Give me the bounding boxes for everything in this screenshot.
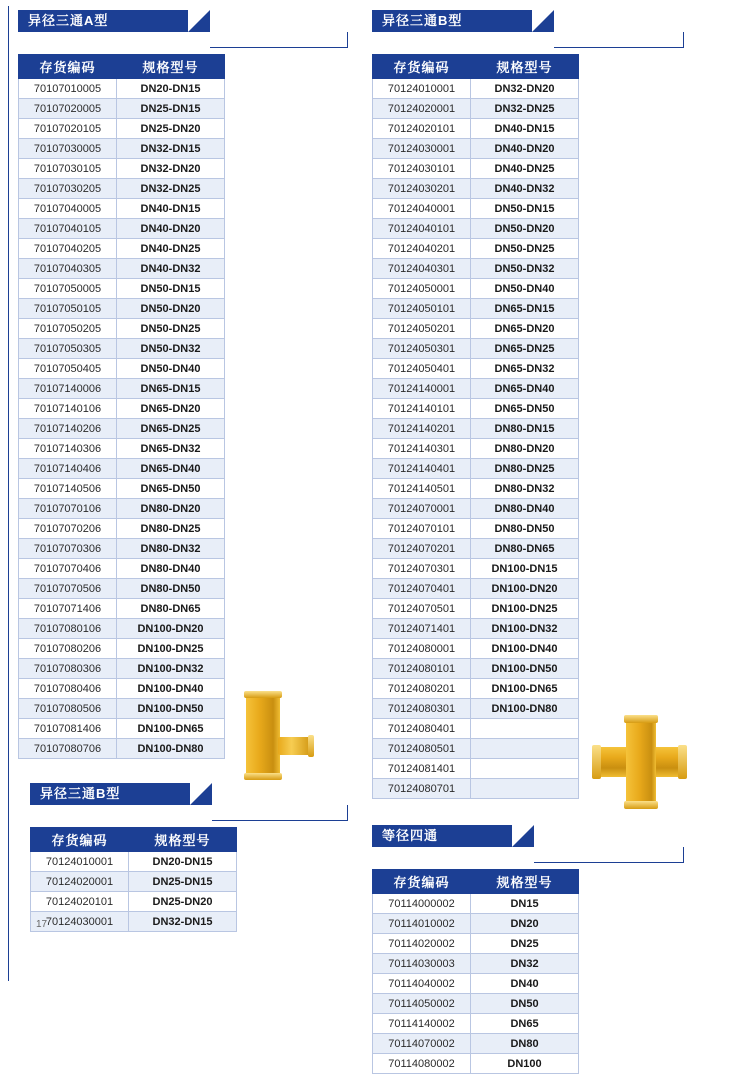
table-row [19, 419, 225, 439]
col-header-code: 存货编码 [373, 55, 471, 79]
col-header-code: 存货编码 [373, 870, 471, 894]
table-row [373, 599, 579, 619]
table-row [31, 872, 237, 892]
right-column [368, 10, 738, 1074]
cell-model [471, 779, 579, 799]
cell-model: DN80-DN15 [471, 419, 579, 439]
cell-model: DN32-DN20 [117, 159, 225, 179]
cell-model: DN25-DN20 [117, 119, 225, 139]
banner-tail [188, 10, 210, 32]
table-row [19, 279, 225, 299]
cell-code: 70114000002 [373, 894, 471, 914]
cell-model: DN80-DN32 [471, 479, 579, 499]
cell-code: 70124030201 [373, 179, 471, 199]
section-title: 异径三通A型 [28, 13, 109, 28]
table-row [19, 79, 225, 99]
cell-model: DN40 [471, 974, 579, 994]
table-row [373, 1054, 579, 1074]
table-row [373, 479, 579, 499]
cell-code: 70124070201 [373, 539, 471, 559]
cell-code: 70124080501 [373, 739, 471, 759]
cell-model: DN20-DN15 [129, 852, 237, 872]
photo-tee-b-left [246, 685, 346, 781]
cell-code: 70114080002 [373, 1054, 471, 1074]
cell-code: 70124030001 [373, 139, 471, 159]
cell-model: DN50-DN40 [471, 279, 579, 299]
table-row [373, 779, 579, 799]
table-tee-a [18, 54, 225, 759]
table-row [373, 99, 579, 119]
cell-code: 70114140002 [373, 1014, 471, 1034]
cell-code: 70124070101 [373, 519, 471, 539]
table-tee-a-wrap [18, 54, 348, 759]
cell-model: DN100-DN32 [471, 619, 579, 639]
table-row [373, 1034, 579, 1054]
cell-model: DN100-DN50 [117, 699, 225, 719]
table-row [373, 359, 579, 379]
banner-tail [190, 783, 212, 805]
cell-model: DN40-DN20 [117, 219, 225, 239]
cell-model: DN100-DN25 [117, 639, 225, 659]
table-body [19, 79, 225, 759]
table-row [373, 619, 579, 639]
cell-model: DN32-DN15 [117, 139, 225, 159]
table-row [19, 359, 225, 379]
cell-model: DN40-DN15 [471, 119, 579, 139]
cell-code: 70124020101 [373, 119, 471, 139]
cell-code: 70107070106 [19, 499, 117, 519]
section-tee-b-left [18, 783, 348, 932]
cell-model: DN32-DN15 [129, 912, 237, 932]
table-row [373, 259, 579, 279]
cell-code: 70124140201 [373, 419, 471, 439]
table-row [373, 719, 579, 739]
table-header-row [373, 870, 579, 894]
table-row [19, 459, 225, 479]
cell-code: 70114040002 [373, 974, 471, 994]
photo-cross [590, 707, 700, 817]
cell-model: DN80-DN20 [471, 439, 579, 459]
cell-model [471, 759, 579, 779]
cell-model: DN80 [471, 1034, 579, 1054]
cell-model: DN100-DN15 [471, 559, 579, 579]
section-corner-rule [210, 32, 348, 48]
cell-model: DN100-DN32 [117, 659, 225, 679]
table-row [373, 639, 579, 659]
table-row [19, 239, 225, 259]
cell-model: DN100-DN80 [117, 739, 225, 759]
table-body [31, 852, 237, 932]
cell-model: DN40-DN20 [471, 139, 579, 159]
cell-model: DN65-DN32 [117, 439, 225, 459]
section-tee-b-right [368, 10, 738, 799]
cell-model: DN50-DN25 [471, 239, 579, 259]
cell-model: DN100-DN65 [471, 679, 579, 699]
table-row [373, 379, 579, 399]
page-number: 17 [36, 919, 48, 930]
cell-model: DN100-DN20 [117, 619, 225, 639]
table-row [373, 499, 579, 519]
table-row [19, 399, 225, 419]
cell-model: DN65-DN40 [471, 379, 579, 399]
cell-code: 70107140506 [19, 479, 117, 499]
cell-model: DN50-DN32 [117, 339, 225, 359]
table-row [373, 459, 579, 479]
table-row [373, 79, 579, 99]
table-row [373, 339, 579, 359]
cell-code: 70107080206 [19, 639, 117, 659]
cell-model: DN100-DN65 [117, 719, 225, 739]
cell-model: DN50-DN20 [471, 219, 579, 239]
table-row [19, 339, 225, 359]
table-row [373, 279, 579, 299]
cell-code: 70124070301 [373, 559, 471, 579]
cell-code: 70107030105 [19, 159, 117, 179]
cell-code: 70107030205 [19, 179, 117, 199]
cell-code: 70124080001 [373, 639, 471, 659]
cell-code: 70107020105 [19, 119, 117, 139]
cell-model: DN100-DN40 [471, 639, 579, 659]
table-row [373, 579, 579, 599]
cell-code: 70107080706 [19, 739, 117, 759]
table-row [19, 99, 225, 119]
cell-code: 70107070406 [19, 559, 117, 579]
cell-model: DN20 [471, 914, 579, 934]
banner-tail [512, 825, 534, 847]
cell-code: 70107140106 [19, 399, 117, 419]
cell-code: 70107040305 [19, 259, 117, 279]
cell-model: DN65-DN25 [117, 419, 225, 439]
table-row [373, 399, 579, 419]
table-row [19, 319, 225, 339]
table-row [373, 739, 579, 759]
cell-model [471, 719, 579, 739]
table-row [373, 419, 579, 439]
cell-model: DN40-DN32 [117, 259, 225, 279]
cell-code: 70114020002 [373, 934, 471, 954]
cell-model: DN100-DN40 [117, 679, 225, 699]
table-row [31, 852, 237, 872]
cell-model: DN50-DN15 [117, 279, 225, 299]
table-row [19, 499, 225, 519]
table-row [19, 159, 225, 179]
table-row [373, 914, 579, 934]
cell-model: DN50-DN15 [471, 199, 579, 219]
banner-tail [532, 10, 554, 32]
cell-code: 70124081401 [373, 759, 471, 779]
cell-model: DN100-DN20 [471, 579, 579, 599]
cell-model: DN50 [471, 994, 579, 1014]
table-row [373, 539, 579, 559]
table-row [19, 539, 225, 559]
cell-model: DN25-DN15 [129, 872, 237, 892]
cell-model: DN65-DN20 [117, 399, 225, 419]
cell-model [471, 739, 579, 759]
cell-model: DN80-DN25 [117, 519, 225, 539]
cell-code: 70124080201 [373, 679, 471, 699]
cell-model: DN80-DN25 [471, 459, 579, 479]
cell-model: DN50-DN20 [117, 299, 225, 319]
cell-code: 70124140301 [373, 439, 471, 459]
cell-code: 70107080106 [19, 619, 117, 639]
section-cross-equal [368, 825, 738, 1074]
cell-code: 70107140406 [19, 459, 117, 479]
col-header-code: 存货编码 [19, 55, 117, 79]
cell-model: DN65 [471, 1014, 579, 1034]
cell-model: DN80-DN50 [117, 579, 225, 599]
cell-code: 70124040101 [373, 219, 471, 239]
table-row [373, 239, 579, 259]
cell-code: 70124071401 [373, 619, 471, 639]
cell-model: DN65-DN25 [471, 339, 579, 359]
cell-model: DN20-DN15 [117, 79, 225, 99]
cell-code: 70114010002 [373, 914, 471, 934]
section-banner [368, 825, 738, 847]
cell-code: 70124080101 [373, 659, 471, 679]
cell-model: DN100 [471, 1054, 579, 1074]
cell-code: 70124020101 [31, 892, 129, 912]
table-row [19, 559, 225, 579]
cell-code: 70124140001 [373, 379, 471, 399]
cell-code: 70124030001 [31, 912, 129, 932]
cell-model: DN80-DN32 [117, 539, 225, 559]
cell-code: 70107040005 [19, 199, 117, 219]
cell-model: DN32 [471, 954, 579, 974]
cell-code: 70107050305 [19, 339, 117, 359]
table-row [373, 759, 579, 779]
cell-model: DN40-DN25 [117, 239, 225, 259]
table-cross-wrap [372, 869, 738, 1074]
cell-model: DN80-DN65 [117, 599, 225, 619]
table-row [373, 139, 579, 159]
cell-code: 70124140101 [373, 399, 471, 419]
table-row [373, 199, 579, 219]
cell-code: 70124070501 [373, 599, 471, 619]
cell-code: 70107030005 [19, 139, 117, 159]
cell-code: 70114070002 [373, 1034, 471, 1054]
table-row [19, 199, 225, 219]
cell-model: DN80-DN40 [471, 499, 579, 519]
cell-code: 70124080301 [373, 699, 471, 719]
section-corner-rule [212, 805, 348, 821]
left-column [18, 10, 348, 932]
table-row [373, 1014, 579, 1034]
cell-code: 70124080401 [373, 719, 471, 739]
table-row [19, 379, 225, 399]
cell-code: 70107140006 [19, 379, 117, 399]
cell-model: DN80-DN20 [117, 499, 225, 519]
table-row [19, 579, 225, 599]
table-row [373, 179, 579, 199]
cell-code: 70124040201 [373, 239, 471, 259]
cell-model: DN65-DN15 [117, 379, 225, 399]
cell-code: 70124020001 [373, 99, 471, 119]
table-row [19, 219, 225, 239]
table-row [19, 619, 225, 639]
cell-code: 70124010001 [31, 852, 129, 872]
cell-code: 70107080406 [19, 679, 117, 699]
cell-code: 70124050401 [373, 359, 471, 379]
cell-model: DN80-DN40 [117, 559, 225, 579]
table-header-row [373, 55, 579, 79]
cell-model: DN50-DN40 [117, 359, 225, 379]
col-header-model: 规格型号 [471, 870, 579, 894]
cell-code: 70124020001 [31, 872, 129, 892]
cell-code: 70107050405 [19, 359, 117, 379]
section-corner-rule [554, 32, 684, 48]
table-row [31, 912, 237, 932]
table-body [373, 894, 579, 1074]
cell-model: DN65-DN40 [117, 459, 225, 479]
table-row [19, 679, 225, 699]
col-header-code: 存货编码 [31, 828, 129, 852]
cell-code: 70107050105 [19, 299, 117, 319]
cell-model: DN32-DN25 [471, 99, 579, 119]
table-header-row [19, 55, 225, 79]
cell-code: 70107140206 [19, 419, 117, 439]
cell-code: 70107050005 [19, 279, 117, 299]
section-title: 异径三通B型 [382, 13, 463, 28]
cell-model: DN65-DN50 [117, 479, 225, 499]
cell-model: DN25 [471, 934, 579, 954]
section-title: 异径三通B型 [40, 786, 121, 801]
table-tee-b-left [30, 827, 237, 932]
cell-code: 70124050201 [373, 319, 471, 339]
table-row [373, 299, 579, 319]
cell-code: 70124140401 [373, 459, 471, 479]
cell-code: 70107071406 [19, 599, 117, 619]
cell-model: DN65-DN15 [471, 299, 579, 319]
cell-model: DN80-DN65 [471, 539, 579, 559]
cell-code: 70107010005 [19, 79, 117, 99]
cell-code: 70124070001 [373, 499, 471, 519]
section-banner [368, 10, 738, 32]
table-row [19, 259, 225, 279]
cell-code: 70107080506 [19, 699, 117, 719]
page-left-rule [8, 6, 9, 981]
table-row [19, 119, 225, 139]
cell-model: DN40-DN32 [471, 179, 579, 199]
cell-model: DN65-DN50 [471, 399, 579, 419]
cell-code: 70107081406 [19, 719, 117, 739]
cell-code: 70107140306 [19, 439, 117, 459]
table-row [19, 299, 225, 319]
table-row [373, 994, 579, 1014]
col-header-model: 规格型号 [471, 55, 579, 79]
table-row [373, 659, 579, 679]
table-row [373, 699, 579, 719]
cell-model: DN65-DN32 [471, 359, 579, 379]
table-row [373, 954, 579, 974]
cell-code: 70107040205 [19, 239, 117, 259]
section-banner [18, 10, 348, 32]
table-row [19, 139, 225, 159]
cell-code: 70107080306 [19, 659, 117, 679]
cell-code: 70107050205 [19, 319, 117, 339]
cell-model: DN65-DN20 [471, 319, 579, 339]
cell-code: 70124080701 [373, 779, 471, 799]
section-title: 等径四通 [382, 828, 439, 843]
table-row [19, 739, 225, 759]
table-row [373, 439, 579, 459]
table-row [19, 439, 225, 459]
section-corner-rule [534, 847, 684, 863]
table-row [373, 319, 579, 339]
table-row [19, 179, 225, 199]
table-tee-b-left-wrap [30, 827, 348, 932]
table-row [373, 894, 579, 914]
cell-model: DN32-DN25 [117, 179, 225, 199]
col-header-model: 规格型号 [129, 828, 237, 852]
cell-code: 70124070401 [373, 579, 471, 599]
table-cross-equal [372, 869, 579, 1074]
cell-code: 70124050301 [373, 339, 471, 359]
cell-code: 70124010001 [373, 79, 471, 99]
cell-code: 70107070506 [19, 579, 117, 599]
cell-model: DN50-DN25 [117, 319, 225, 339]
cell-model: DN25-DN20 [129, 892, 237, 912]
table-row [19, 599, 225, 619]
cell-code: 70124040301 [373, 259, 471, 279]
cell-model: DN40-DN15 [117, 199, 225, 219]
table-row [373, 559, 579, 579]
cell-model: DN100-DN25 [471, 599, 579, 619]
cell-model: DN32-DN20 [471, 79, 579, 99]
section-tee-a [18, 10, 348, 759]
col-header-model: 规格型号 [117, 55, 225, 79]
table-row [19, 699, 225, 719]
cell-code: 70107020005 [19, 99, 117, 119]
cell-code: 70107040105 [19, 219, 117, 239]
cell-code: 70107070206 [19, 519, 117, 539]
table-row [19, 639, 225, 659]
cell-code: 70124050001 [373, 279, 471, 299]
cell-code: 70114050002 [373, 994, 471, 1014]
cell-model: DN25-DN15 [117, 99, 225, 119]
cell-model: DN100-DN50 [471, 659, 579, 679]
table-tee-b-right [372, 54, 579, 799]
table-header-row [31, 828, 237, 852]
table-row [31, 892, 237, 912]
table-row [373, 119, 579, 139]
section-banner [18, 783, 348, 805]
cell-model: DN80-DN50 [471, 519, 579, 539]
cell-code: 70124050101 [373, 299, 471, 319]
table-row [373, 159, 579, 179]
table-body [373, 79, 579, 799]
table-row [373, 974, 579, 994]
table-row [373, 519, 579, 539]
cell-code: 70124040001 [373, 199, 471, 219]
table-row [19, 479, 225, 499]
cell-model: DN15 [471, 894, 579, 914]
table-row [19, 519, 225, 539]
table-tee-b-right-wrap [372, 54, 738, 799]
table-row [373, 679, 579, 699]
cell-code: 70124030101 [373, 159, 471, 179]
cell-code: 70107070306 [19, 539, 117, 559]
table-row [19, 659, 225, 679]
table-row [373, 934, 579, 954]
cell-model: DN100-DN80 [471, 699, 579, 719]
table-row [373, 219, 579, 239]
cell-code: 70114030003 [373, 954, 471, 974]
cell-model: DN50-DN32 [471, 259, 579, 279]
cell-code: 70124140501 [373, 479, 471, 499]
cell-model: DN40-DN25 [471, 159, 579, 179]
table-row [19, 719, 225, 739]
